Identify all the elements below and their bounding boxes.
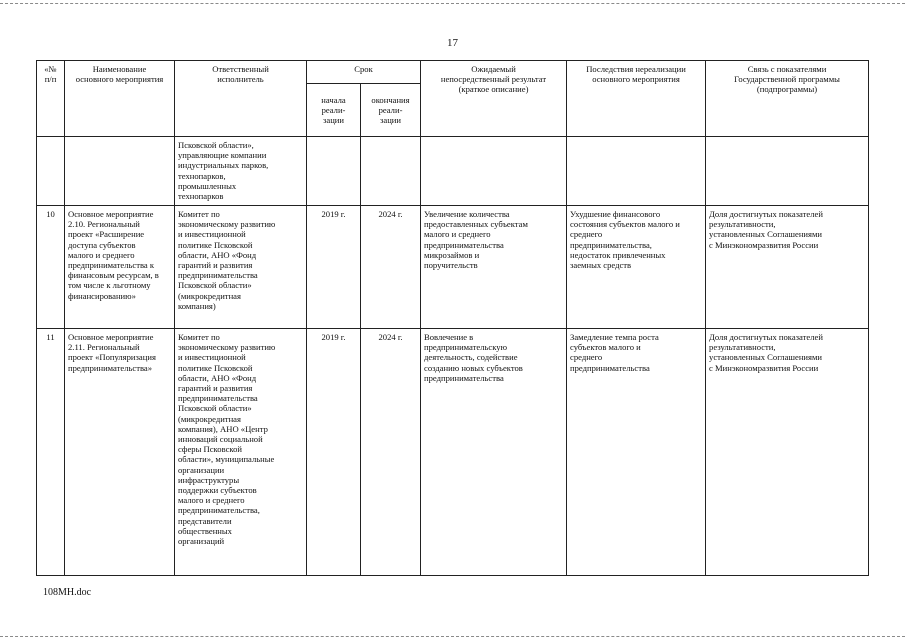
cell-start: 2019 г. <box>307 206 361 329</box>
table-row <box>37 206 869 329</box>
cell-result: Вовлечение в предпринимательскую деятельность, содействие созданию новых субъектов предпринимательства <box>421 329 567 576</box>
cell-consequences <box>567 137 706 206</box>
header-result: Ожидаемый непосредственный результат (краткое описание) <box>421 61 567 137</box>
cell-num: 10 <box>37 206 65 329</box>
cell-result <box>421 137 567 206</box>
header-end: окончания реали- зации <box>361 84 421 137</box>
cell-end: 2024 г. <box>361 206 421 329</box>
cell-start: 2019 г. <box>307 329 361 576</box>
page-number: 17 <box>447 37 458 49</box>
footer-filename: 108МН.doc <box>43 587 92 598</box>
header-num: «№ п/п <box>37 61 65 137</box>
header-link: Связь с показателями Государственной программы (подпрограммы) <box>706 61 869 137</box>
header-name: Наименование основного мероприятия <box>65 61 175 137</box>
cell-responsible: Комитет по экономическому развитию и инвестиционной политике Псковской области, АНО «Фонд гарантий и развития предпринимательства Псковской области» (микрокредитная компания), АНО «Центр инноваций социальной сферы Псковской области», муниципальные организации инфраструктуры поддержки субъектов малого и среднего предпринимательства, представители общественных организаций <box>175 329 307 576</box>
bottom-dashed-rule <box>0 636 905 637</box>
cell-num: 11 <box>37 329 65 576</box>
header-consequences: Последствия нереализации основного мероприятия <box>567 61 706 137</box>
cell-link <box>706 137 869 206</box>
table-row <box>37 329 869 576</box>
cell-link: Доля достигнутых показателей результативности, установленных Соглашениями с Минэкономразвития России <box>706 329 869 576</box>
measures-table <box>36 60 869 576</box>
cell-name: Основное мероприятие 2.10. Региональный проект «Расширение доступа субъектов малого и среднего предпринимательства к финансовым ресурсам, в том числе к льготному финансированию» <box>65 206 175 329</box>
cell-consequences: Ухудшение финансового состояния субъектов малого и среднего предпринимательства, недостаток привлеченных заемных средств <box>567 206 706 329</box>
header-term: Срок <box>307 61 421 84</box>
cell-consequences: Замедление темпа роста субъектов малого и среднего предпринимательства <box>567 329 706 576</box>
header-responsible: Ответственный исполнитель <box>175 61 307 137</box>
cell-name <box>65 137 175 206</box>
cell-link: Доля достигнутых показателей результативности, установленных Соглашениями с Минэкономразвития России <box>706 206 869 329</box>
table-header-row <box>37 61 869 84</box>
cell-responsible: Комитет по экономическому развитию и инвестиционной политике Псковской области, АНО «Фонд гарантий и развития предпринимательства Псковской области» (микрокредитная компания) <box>175 206 307 329</box>
table-row-continuation <box>37 137 869 206</box>
header-start: начала реали- зации <box>307 84 361 137</box>
top-dashed-rule <box>0 3 905 4</box>
cell-num <box>37 137 65 206</box>
cell-result: Увеличение количества предоставленных субъектам малого и среднего предпринимательства микрозаймов и поручительств <box>421 206 567 329</box>
cell-start <box>307 137 361 206</box>
cell-responsible: Псковской области», управляющие компании индустриальных парков, технопарков, промышленных технопарков <box>175 137 307 206</box>
cell-end <box>361 137 421 206</box>
cell-name: Основное мероприятие 2.11. Региональный проект «Популяризация предпринимательства» <box>65 329 175 576</box>
cell-end: 2024 г. <box>361 329 421 576</box>
